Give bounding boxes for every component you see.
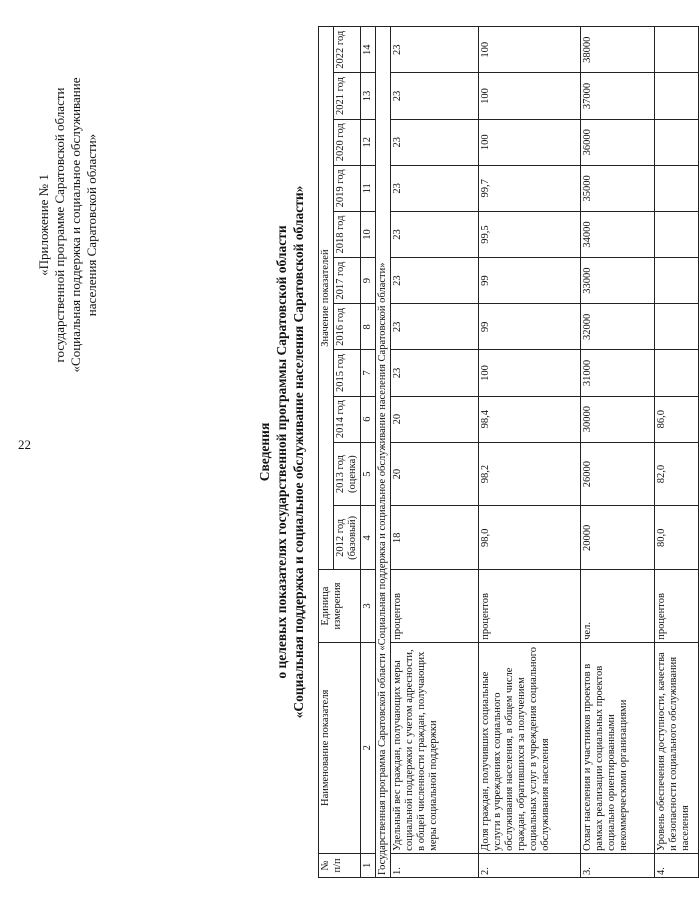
column-index: 12 [361,119,376,165]
header-year: 2012 год (базовый) [334,506,361,570]
document-heading [256,152,307,752]
row-value: 32000 [581,304,655,350]
row-value: 34000 [581,211,655,257]
column-index: 14 [361,27,376,73]
heading-subtitle: о целевых показателях государственной программы Саратовской области [274,225,289,679]
row-value: 99 [479,258,581,304]
table-row [581,27,655,878]
row-value: 20 [391,442,479,506]
appendix-line: государственной программе Саратовской области [52,87,67,363]
column-index: 7 [361,350,376,396]
table-row [655,27,699,878]
header-indicator-name: Наименование показателя [319,642,361,853]
row-value: 23 [391,27,479,73]
row-value: 99,7 [479,165,581,211]
row-value: 23 [391,211,479,257]
row-number: 2. [479,853,581,877]
indicators-table [318,26,699,878]
row-value: 23 [391,119,479,165]
row-number: 1. [391,853,479,877]
row-value: 20000 [581,506,655,570]
row-value [655,211,699,257]
row-value [655,27,699,73]
page-number: 22 [18,437,31,452]
row-value: 35000 [581,165,655,211]
row-value: 100 [479,73,581,119]
row-value: 33000 [581,258,655,304]
row-value [655,258,699,304]
header-year: 2014 год [334,396,361,442]
row-value: 20 [391,396,479,442]
row-value: 23 [391,165,479,211]
column-index: 6 [361,396,376,442]
header-year: 2015 год [334,350,361,396]
header-values: Значение показателей [319,27,334,570]
row-value: 99 [479,304,581,350]
row-value: 98,0 [479,506,581,570]
row-value: 37000 [581,73,655,119]
column-index: 2 [361,642,376,853]
header-year: 2022 год [334,27,361,73]
row-value: 80,0 [655,506,699,570]
row-value [655,73,699,119]
heading-title: Сведения [257,422,272,482]
row-value: 31000 [581,350,655,396]
row-value: 30000 [581,396,655,442]
appendix-line: «Социальная поддержка и социальное обслуживание [68,77,83,373]
header-number: № п/п [319,853,361,877]
row-value: 23 [391,304,479,350]
header-year: 2018 год [334,211,361,257]
row-value [655,119,699,165]
column-index: 10 [361,211,376,257]
column-index: 1 [361,853,376,877]
row-value [655,350,699,396]
row-value [655,304,699,350]
row-unit: процентов [655,570,699,643]
row-unit: процентов [391,570,479,643]
row-value: 86,0 [655,396,699,442]
header-year: 2021 год [334,73,361,119]
appendix-line: населения Саратовской области» [84,133,99,317]
header-unit: Единица измерения [319,570,361,643]
row-value: 23 [391,258,479,304]
row-unit: чел. [581,570,655,643]
row-value: 18 [391,506,479,570]
row-value: 36000 [581,119,655,165]
table-row [479,27,581,878]
row-indicator-name: Уровень обеспечения доступности, качества и безопасности социального обслуживания населения [655,642,699,853]
appendix-line: «Приложение № 1 [36,174,51,276]
row-indicator-name: Доля граждан, получивших социальные услуги в учреждениях социального обслуживания населения, в общем числе граждан, обратившихся за получением социальных услуг в учреждения социального обслуживания населения [479,642,581,853]
row-value: 82,0 [655,442,699,506]
column-index: 8 [361,304,376,350]
table-row [391,27,479,878]
column-index: 5 [361,442,376,506]
header-year: 2020 год [334,119,361,165]
column-index: 3 [361,570,376,643]
header-year: 2016 год [334,304,361,350]
row-indicator-name: Охват населения и участников проектов в рамках реализации социальных проектов социально ориентированными некоммерческими организациями [581,642,655,853]
column-index: 13 [361,73,376,119]
row-value: 23 [391,350,479,396]
column-index: 9 [361,258,376,304]
column-index: 4 [361,506,376,570]
row-value: 100 [479,27,581,73]
rotated-page-content [20,12,691,892]
row-value: 98,2 [479,442,581,506]
program-row [376,27,391,878]
row-value: 99,5 [479,211,581,257]
row-number: 3. [581,853,655,877]
row-value: 38000 [581,27,655,73]
header-year: 2019 год [334,165,361,211]
row-value: 100 [479,350,581,396]
row-value [655,165,699,211]
row-unit: процентов [479,570,581,643]
program-title: Государственная программа Саратовской области «Социальная поддержка и социальное обслуживание населения Саратовской области» [376,27,391,878]
heading-program-name: «Социальная поддержка и социальное обслуживание населения Саратовской области» [291,185,306,719]
row-value: 26000 [581,442,655,506]
column-index: 11 [361,165,376,211]
header-year: 2013 год (оценка) [334,442,361,506]
row-number: 4. [655,853,699,877]
row-value: 98,4 [479,396,581,442]
row-value: 100 [479,119,581,165]
appendix-note [36,30,100,420]
row-value: 23 [391,73,479,119]
header-year: 2017 год [334,258,361,304]
row-indicator-name: Удельный вес граждан, получающих меры социальной поддержки с учетом адресности, в общей численности граждан, получающих меры социальной поддержки [391,642,479,853]
